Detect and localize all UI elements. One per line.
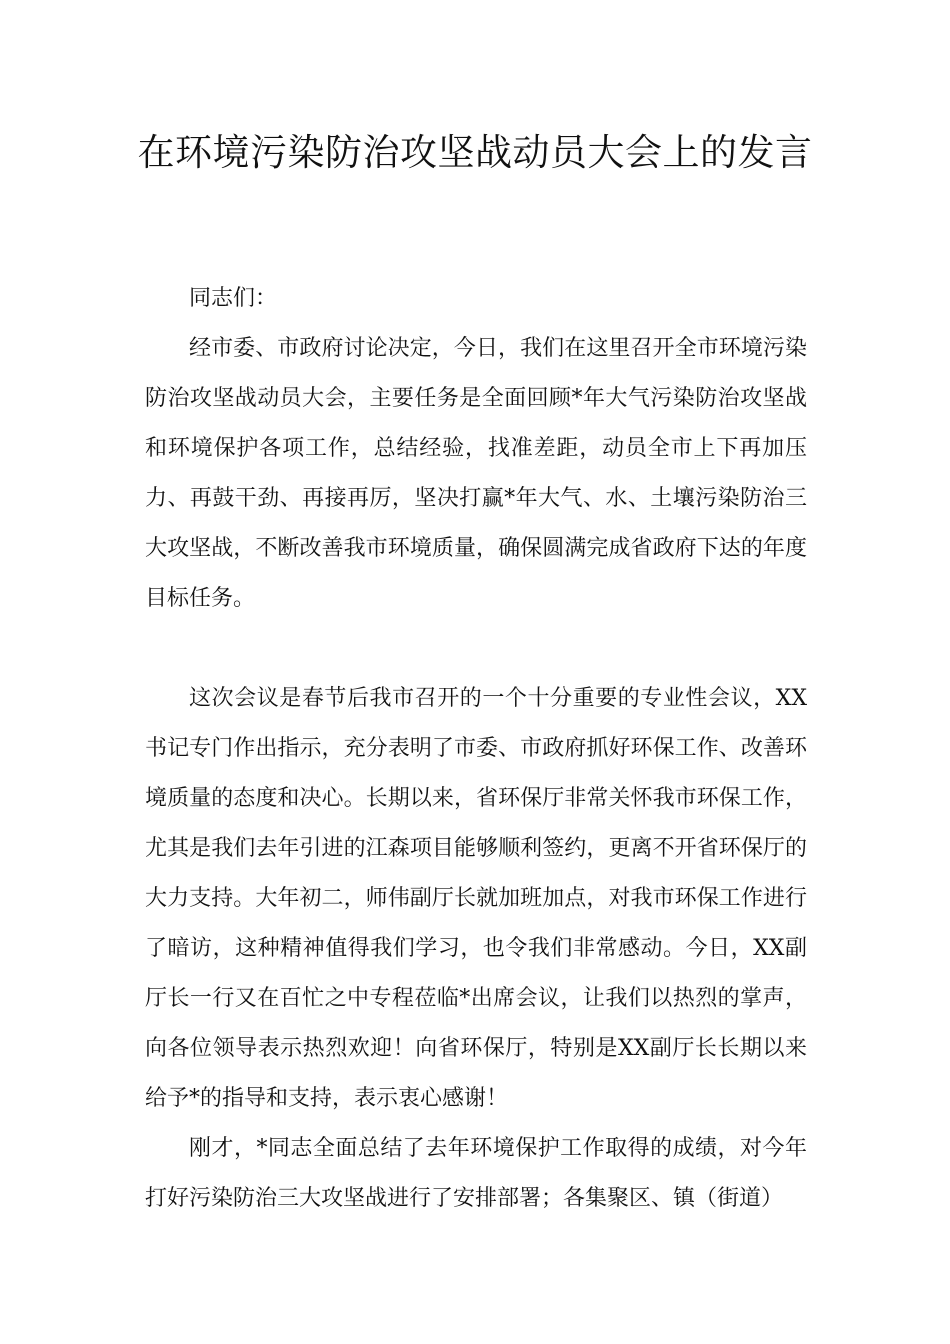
salutation: 同志们：: [189, 286, 278, 311]
document-body: [145, 274, 807, 1224]
paragraph-spacer: [145, 624, 807, 674]
document-title: 在环境污染防治攻坚战动员大会上的发言: [137, 131, 813, 174]
paragraph-1: 经市委、市政府讨论决定，今日，我们在这里召开全市环境污染防治攻坚战动员大会，主要任务是全面回顾*年大气污染防治攻坚战和环境保护各项工作，总结经验，找准差距，动员全市上下再加压力、再鼓干劲、再接再厉，坚决打赢*年大气、水、土壤污染防治三大攻坚战，不断改善我市环境质量，确保圆满完成省政府下达的年度目标任务。: [145, 336, 807, 611]
paragraph-2: 这次会议是春节后我市召开的一个十分重要的专业性会议，XX书记专门作出指示，充分表明了市委、市政府抓好环保工作、改善环境质量的态度和决心。长期以来，省环保厅非常关怀我市环保工作，尤其是我们去年引进的江森项目能够顺利签约，更离不开省环保厅的大力支持。大年初二，师伟副厅长就加班加点，对我市环保工作进行了暗访，这种精神值得我们学习，也令我们非常感动。今日，XX副厅长一行又在百忙之中专程莅临*出席会议，让我们以热烈的掌声，向各位领导表示热烈欢迎！向省环保厅，特别是XX副厅长长期以来给予*的指导和支持，表示衷心感谢！: [145, 686, 807, 1111]
paragraph-3: 刚才，*同志全面总结了去年环境保护工作取得的成绩，对今年打好污染防治三大攻坚战进行了安排部署；各集聚区、镇（街道）: [145, 1136, 807, 1211]
